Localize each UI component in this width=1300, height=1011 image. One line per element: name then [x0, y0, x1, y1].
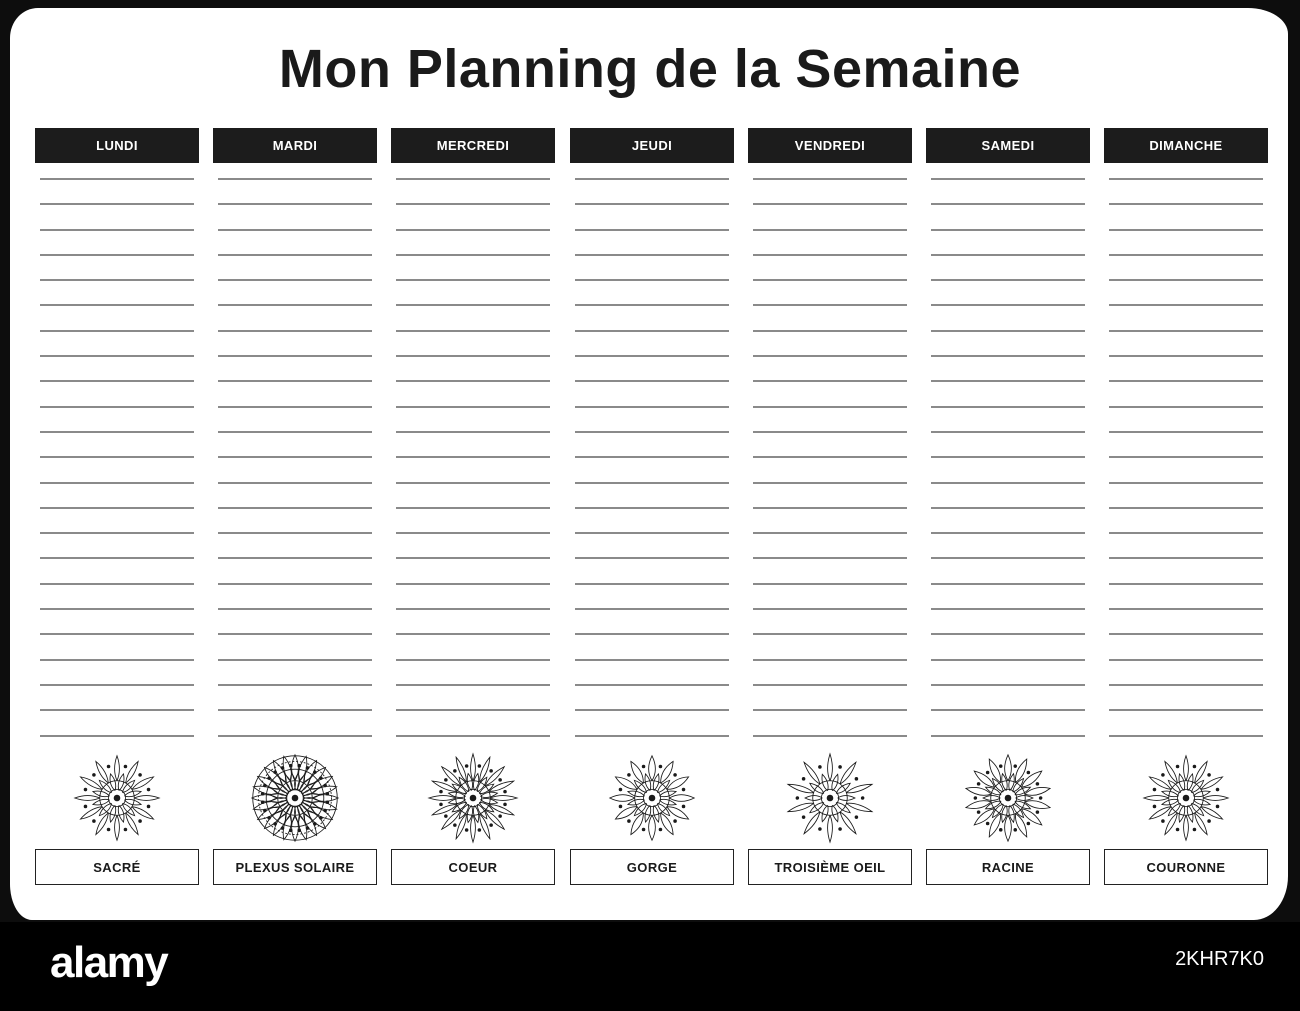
day-header-mercredi: MERCREDI — [391, 128, 555, 163]
ruled-line — [40, 380, 194, 382]
ruled-line — [931, 406, 1085, 408]
page-title: Mon Planning de la Semaine — [278, 39, 1022, 99]
ruled-line — [40, 203, 194, 205]
ruled-line — [40, 178, 194, 180]
ruled-line — [40, 330, 194, 332]
ruled-line — [1109, 608, 1263, 610]
ruled-line — [575, 709, 729, 711]
ruled-line — [931, 608, 1085, 610]
ruled-line — [40, 633, 194, 635]
chakra-label-sacre: SACRÉ — [35, 849, 199, 885]
ruled-line — [753, 279, 907, 281]
ruled-line — [753, 583, 907, 585]
note-lines[interactable] — [396, 178, 550, 760]
ruled-line — [396, 355, 550, 357]
mandala-icon-7 — [1138, 750, 1234, 846]
ruled-line — [40, 507, 194, 509]
ruled-line — [1109, 709, 1263, 711]
ruled-line — [396, 583, 550, 585]
ruled-line — [753, 431, 907, 433]
ruled-line — [575, 608, 729, 610]
ruled-line — [575, 684, 729, 686]
ruled-line — [575, 633, 729, 635]
ruled-line — [1109, 532, 1263, 534]
ruled-line — [575, 557, 729, 559]
ruled-line — [396, 532, 550, 534]
brand-logo: alamy — [50, 938, 168, 987]
ruled-line — [218, 482, 372, 484]
ruled-line — [575, 254, 729, 256]
ruled-line — [575, 482, 729, 484]
ruled-line — [396, 507, 550, 509]
mandala-icon-6 — [960, 750, 1056, 846]
ruled-line — [1109, 304, 1263, 306]
ruled-line — [931, 203, 1085, 205]
mandala-icon-2 — [247, 750, 343, 846]
ruled-line — [931, 330, 1085, 332]
ruled-line — [218, 507, 372, 509]
ruled-line — [753, 659, 907, 661]
ruled-line — [931, 633, 1085, 635]
day-header-lundi: LUNDI — [35, 128, 199, 163]
ruled-line — [218, 431, 372, 433]
ruled-line — [753, 456, 907, 458]
day-header-mardi: MARDI — [213, 128, 377, 163]
ruled-line — [753, 355, 907, 357]
ruled-line — [753, 684, 907, 686]
ruled-line — [396, 431, 550, 433]
ruled-line — [753, 203, 907, 205]
ruled-line — [931, 380, 1085, 382]
ruled-line — [40, 431, 194, 433]
note-lines[interactable] — [931, 178, 1085, 760]
ruled-line — [218, 709, 372, 711]
ruled-line — [40, 659, 194, 661]
ruled-line — [1109, 557, 1263, 559]
ruled-line — [1109, 735, 1263, 737]
ruled-line — [1109, 431, 1263, 433]
ruled-line — [753, 709, 907, 711]
day-header-dimanche: DIMANCHE — [1104, 128, 1268, 163]
ruled-line — [575, 406, 729, 408]
note-lines[interactable] — [218, 178, 372, 760]
ruled-line — [753, 608, 907, 610]
ruled-line — [753, 557, 907, 559]
ruled-line — [40, 583, 194, 585]
ruled-line — [396, 330, 550, 332]
ruled-line — [40, 456, 194, 458]
ruled-line — [575, 532, 729, 534]
ruled-line — [575, 659, 729, 661]
ruled-line — [931, 254, 1085, 256]
ruled-line — [218, 254, 372, 256]
ruled-line — [753, 229, 907, 231]
ruled-line — [396, 456, 550, 458]
day-header-jeudi: JEUDI — [570, 128, 734, 163]
ruled-line — [753, 330, 907, 332]
ruled-line — [931, 482, 1085, 484]
ruled-line — [40, 557, 194, 559]
ruled-line — [931, 279, 1085, 281]
ruled-line — [753, 532, 907, 534]
ruled-line — [396, 659, 550, 661]
ruled-line — [218, 557, 372, 559]
ruled-line — [1109, 482, 1263, 484]
ruled-line — [218, 659, 372, 661]
ruled-line — [218, 608, 372, 610]
ruled-line — [40, 406, 194, 408]
ruled-line — [1109, 456, 1263, 458]
ruled-line — [1109, 659, 1263, 661]
ruled-line — [575, 456, 729, 458]
ruled-line — [1109, 684, 1263, 686]
ruled-line — [40, 355, 194, 357]
ruled-line — [1109, 330, 1263, 332]
ruled-line — [1109, 229, 1263, 231]
chakra-label-couronne: COURONNE — [1104, 849, 1268, 885]
note-lines[interactable] — [40, 178, 194, 760]
ruled-line — [575, 279, 729, 281]
ruled-line — [396, 709, 550, 711]
ruled-line — [931, 684, 1085, 686]
ruled-line — [575, 735, 729, 737]
ruled-line — [40, 532, 194, 534]
mandala-icon-1 — [69, 750, 165, 846]
ruled-line — [1109, 178, 1263, 180]
ruled-line — [1109, 507, 1263, 509]
ruled-line — [40, 608, 194, 610]
ruled-line — [40, 709, 194, 711]
ruled-line — [753, 633, 907, 635]
ruled-line — [396, 304, 550, 306]
ruled-line — [575, 330, 729, 332]
ruled-line — [753, 178, 907, 180]
ruled-line — [218, 330, 372, 332]
ruled-line — [575, 304, 729, 306]
ruled-line — [218, 279, 372, 281]
ruled-line — [575, 178, 729, 180]
ruled-line — [218, 735, 372, 737]
ruled-line — [40, 735, 194, 737]
ruled-line — [753, 406, 907, 408]
ruled-line — [753, 507, 907, 509]
ruled-line — [40, 304, 194, 306]
ruled-line — [931, 456, 1085, 458]
ruled-line — [218, 178, 372, 180]
ruled-line — [218, 583, 372, 585]
ruled-line — [218, 229, 372, 231]
ruled-line — [396, 735, 550, 737]
ruled-line — [575, 431, 729, 433]
ruled-line — [218, 684, 372, 686]
ruled-line — [218, 304, 372, 306]
ruled-line — [396, 633, 550, 635]
ruled-line — [396, 406, 550, 408]
ruled-line — [396, 380, 550, 382]
ruled-line — [1109, 583, 1263, 585]
ruled-line — [931, 304, 1085, 306]
ruled-line — [396, 684, 550, 686]
ruled-line — [396, 557, 550, 559]
chakra-label-coeur: COEUR — [391, 849, 555, 885]
ruled-line — [931, 229, 1085, 231]
day-header-samedi: SAMEDI — [926, 128, 1090, 163]
ruled-line — [1109, 254, 1263, 256]
ruled-line — [40, 482, 194, 484]
ruled-line — [396, 178, 550, 180]
ruled-line — [931, 532, 1085, 534]
ruled-line — [1109, 355, 1263, 357]
ruled-line — [931, 583, 1085, 585]
mandala-icon-3 — [425, 750, 521, 846]
ruled-line — [931, 709, 1085, 711]
ruled-line — [575, 583, 729, 585]
ruled-line — [396, 203, 550, 205]
ruled-line — [218, 456, 372, 458]
footer-bar — [0, 922, 1300, 1011]
ruled-line — [396, 279, 550, 281]
note-lines[interactable] — [1109, 178, 1263, 760]
ruled-line — [753, 482, 907, 484]
ruled-line — [1109, 279, 1263, 281]
chakra-label-racine: RACINE — [926, 849, 1090, 885]
ruled-line — [575, 203, 729, 205]
ruled-line — [40, 279, 194, 281]
ruled-line — [931, 507, 1085, 509]
ruled-line — [1109, 380, 1263, 382]
ruled-line — [575, 380, 729, 382]
ruled-line — [218, 532, 372, 534]
ruled-line — [218, 380, 372, 382]
ruled-line — [218, 203, 372, 205]
ruled-line — [40, 254, 194, 256]
ruled-line — [753, 735, 907, 737]
ruled-line — [575, 229, 729, 231]
ruled-line — [753, 254, 907, 256]
ruled-line — [753, 380, 907, 382]
chakra-label-plexus-solaire: PLEXUS SOLAIRE — [213, 849, 377, 885]
chakra-label-troisieme-oeil: TROISIÈME OEIL — [748, 849, 912, 885]
ruled-line — [396, 482, 550, 484]
ruled-line — [396, 229, 550, 231]
note-lines[interactable] — [575, 178, 729, 760]
ruled-line — [396, 254, 550, 256]
ruled-line — [396, 608, 550, 610]
note-lines[interactable] — [753, 178, 907, 760]
ruled-line — [218, 406, 372, 408]
ruled-line — [1109, 406, 1263, 408]
day-header-vendredi: VENDREDI — [748, 128, 912, 163]
ruled-line — [753, 304, 907, 306]
mandala-icon-4 — [604, 750, 700, 846]
ruled-line — [1109, 633, 1263, 635]
ruled-line — [1109, 203, 1263, 205]
ruled-line — [931, 431, 1085, 433]
ruled-line — [931, 659, 1085, 661]
ruled-line — [218, 633, 372, 635]
ruled-line — [40, 229, 194, 231]
ruled-line — [931, 557, 1085, 559]
ruled-line — [575, 507, 729, 509]
ruled-line — [931, 178, 1085, 180]
chakra-label-gorge: GORGE — [570, 849, 734, 885]
ruled-line — [218, 355, 372, 357]
ruled-line — [931, 355, 1085, 357]
ruled-line — [575, 355, 729, 357]
mandala-icon-5 — [782, 750, 878, 846]
ruled-line — [931, 735, 1085, 737]
ruled-line — [40, 684, 194, 686]
image-id: 2KHR7K0 — [1175, 948, 1264, 970]
